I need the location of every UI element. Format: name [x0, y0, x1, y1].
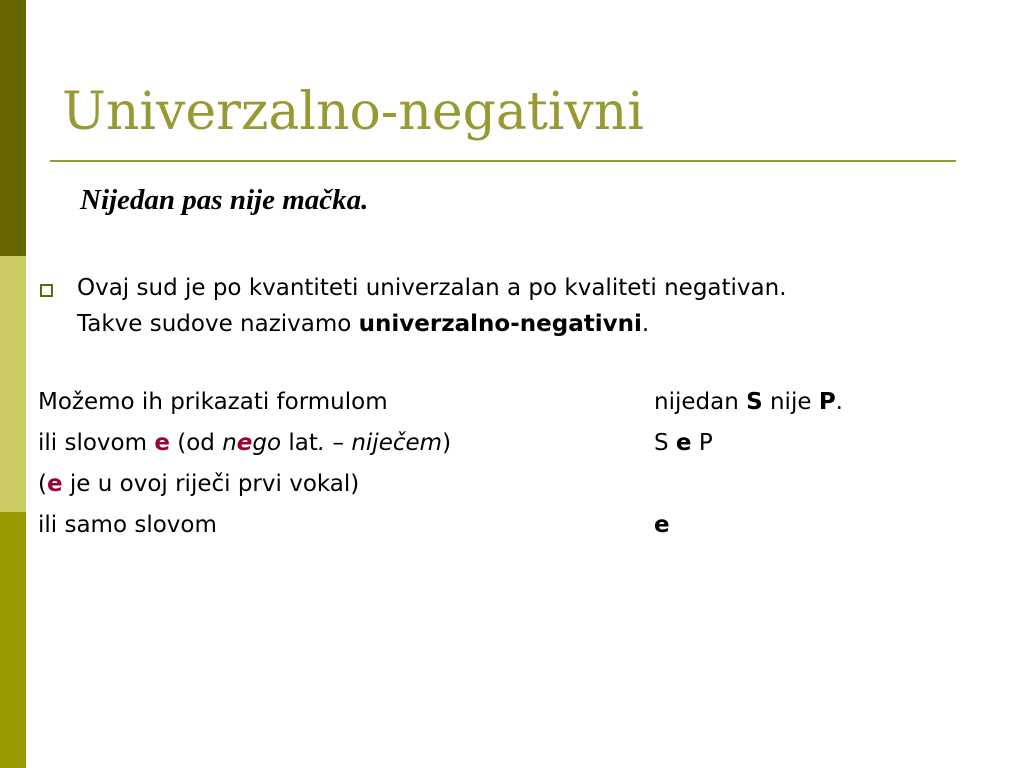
formula-S: S — [746, 389, 763, 415]
square-bullet-icon — [40, 284, 53, 297]
example-sentence: Nijedan pas nije mačka. — [80, 184, 369, 216]
title-underline — [50, 160, 956, 162]
bullet-paragraph — [77, 270, 787, 342]
word-nego-n: n — [222, 430, 237, 456]
side-band-middle — [0, 256, 26, 512]
letter-e: e — [154, 430, 170, 456]
bullet-line-2-prefix: Takve sudove nazivamo — [77, 311, 359, 337]
side-band-bottom — [0, 512, 26, 768]
formula-row — [38, 384, 978, 420]
single-letter-label: ili samo slovom — [38, 512, 217, 538]
slide-title: Univerzalno-negativni — [62, 82, 644, 142]
formula-label: Možemo ih prikazati formulom — [38, 389, 388, 415]
formula-value — [654, 384, 843, 420]
vowel-note-row — [38, 466, 978, 502]
letter-label — [38, 425, 451, 461]
open-paren: ( — [38, 471, 47, 497]
vowel-e: e — [46, 471, 63, 497]
letter-value — [654, 425, 713, 461]
formula-period: . — [835, 389, 843, 415]
dash: – — [325, 430, 352, 456]
side-band-top — [0, 0, 26, 256]
letter-prefix: ili slovom — [38, 430, 155, 456]
letter-row — [38, 425, 978, 461]
word-nijecem: niječem — [351, 430, 443, 456]
letter-value-P: P — [691, 430, 713, 456]
bullet-line-2-suffix: . — [641, 311, 650, 337]
vowel-note — [38, 466, 359, 502]
letter-value-S: S — [654, 430, 676, 456]
word-lat-dot: . — [317, 430, 326, 456]
letter-od: (od — [169, 430, 223, 456]
word-lat: lat — [281, 430, 318, 456]
bullet-line-2-bold: univerzalno-negativni — [358, 311, 642, 337]
single-letter-value: e — [654, 512, 670, 538]
word-nego-go: go — [252, 430, 282, 456]
bullet-line-2 — [77, 306, 787, 342]
bullet-line-1: Ovaj sud je po kvantiteti univerzalan a po kvaliteti negativan. — [77, 275, 787, 301]
letter-value-e: e — [675, 430, 692, 456]
vowel-note-text: je u ovoj riječi prvi vokal) — [62, 471, 360, 497]
formula-P: P — [818, 389, 836, 415]
close-paren: ) — [442, 430, 452, 456]
word-nego-e: e — [236, 430, 253, 456]
formula-word-nijedan: nijedan — [654, 389, 747, 415]
formula-word-nije: nije — [762, 389, 819, 415]
single-letter-row — [38, 507, 978, 543]
